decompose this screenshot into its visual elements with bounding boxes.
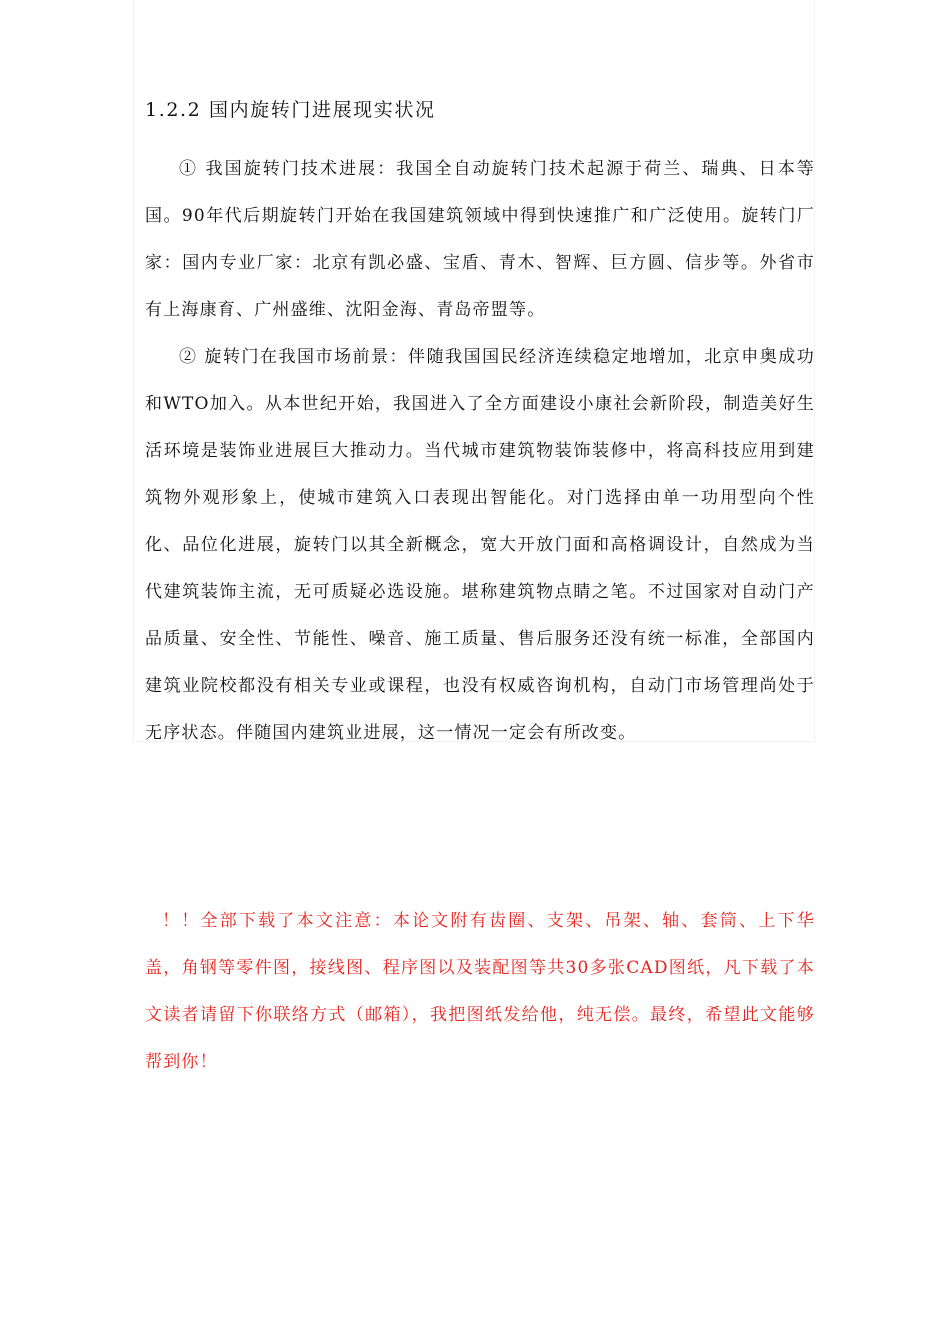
download-notice: ！！全部下载了本文注意：本论文附有齿圈、支架、吊架、轴、套筒、上下华盖，角钢等零件图，接线图、程序图以及装配图等共30多张CAD图纸，凡下载了本文读者请留下你联络方式（邮箱），我把图纸发给他，纯无偿。最终，希望此文能够帮到你！ bbox=[145, 911, 815, 1072]
section-heading: 1.2.2 国内旋转门进展现实状况 bbox=[145, 99, 436, 121]
paragraph-market-prospect: ② 旋转门在我国市场前景：伴随我国国民经济连续稳定地增加，北京申奥成功和WTO加入。从本世纪开始，我国进入了全方面建设小康社会新阶段，制造美好生活环境是装饰业进展巨大推动力。当代城市建筑物装饰装修中，将高科技应用到建筑物外观形象上，使城市建筑入口表现出智能化。对门选择由单一功用型向个性化、品位化进展，旋转门以其全新概念，宽大开放门面和高格调设计，自然成为当代建筑装饰主流，无可质疑必选设施。堪称建筑物点睛之笔。不过国家对自动门产品质量、安全性、节能性、噪音、施工质量、售后服务还没有统一标准，全部国内建筑业院校都没有相关专业或课程，也没有权威咨询机构，自动门市场管理尚处于无序状态。伴随国内建筑业进展，这一情况一定会有所改变。 bbox=[145, 347, 815, 743]
paragraph-technology-development: ① 我国旋转门技术进展：我国全自动旋转门技术起源于荷兰、瑞典、日本等国。90年代后期旋转门开始在我国建筑领域中得到快速推广和广泛使用。旋转门厂家：国内专业厂家：北京有凯必盛、宝盾、青木、智辉、巨方圆、信步等。外省市有上海康育、广州盛维、沈阳金海、青岛帝盟等。 bbox=[145, 159, 815, 320]
